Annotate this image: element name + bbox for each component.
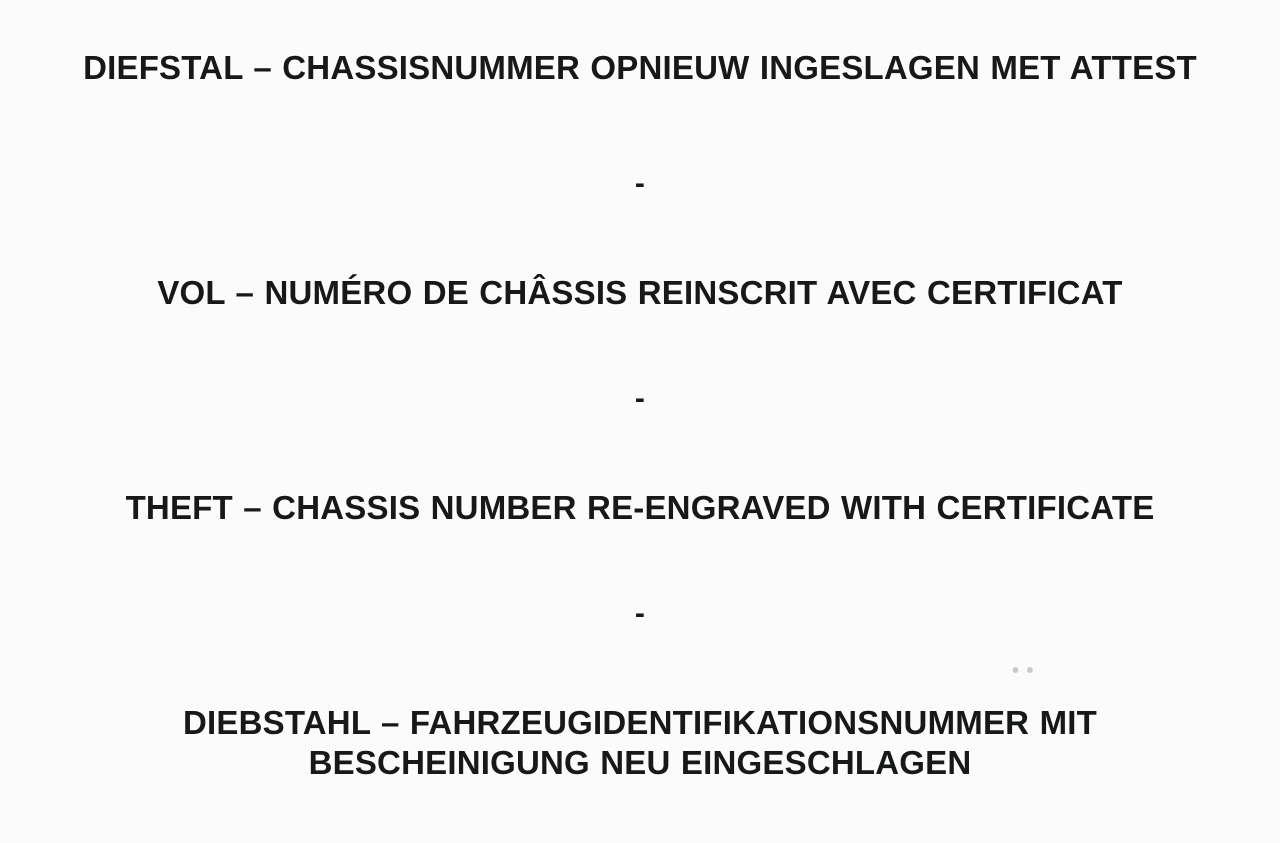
heading-english: THEFT – CHASSIS NUMBER RE-ENGRAVED WITH CERTIFICATE (125, 488, 1155, 526)
heading-german-line-1: DIEBSTAHL – FAHRZEUGIDENTIFIKATIONSNUMMER MIT (183, 703, 1097, 741)
separator-dash-3: - (634, 596, 646, 630)
heading-german-line-2: BESCHEINIGUNG NEU EINGESCHLAGEN (308, 743, 972, 781)
watermark-overlay: • • (1012, 660, 1035, 682)
separator-dash-1: - (634, 167, 646, 201)
heading-dutch: DIEFSTAL – CHASSISNUMMER OPNIEUW INGESLAGEN MET ATTEST (83, 49, 1197, 86)
heading-french: VOL – NUMÉRO DE CHÂSSIS REINSCRIT AVEC CERTIFICAT (157, 273, 1123, 311)
separator-dash-2: - (634, 382, 646, 416)
